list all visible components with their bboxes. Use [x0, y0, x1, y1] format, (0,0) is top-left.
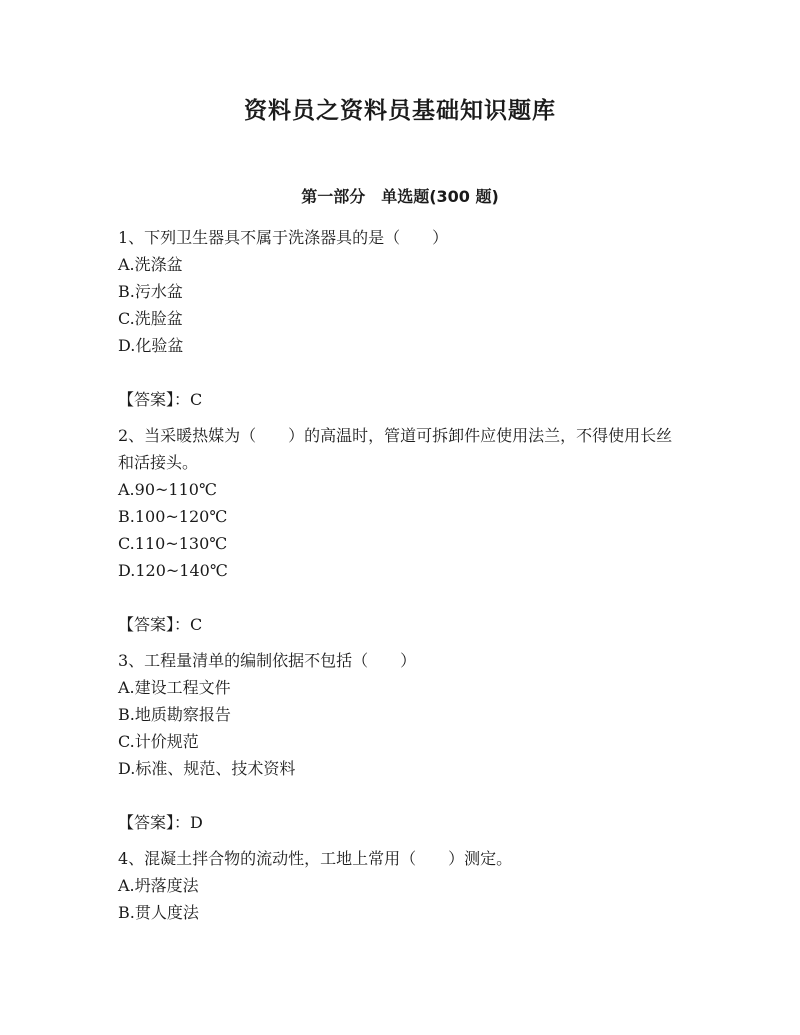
answer-line: [118, 809, 683, 836]
option-d: D.120~140℃: [118, 561, 228, 580]
option-a: A.洗涤盆: [118, 255, 183, 274]
option-c: C.计价规范: [118, 732, 199, 751]
answer-line: [118, 611, 683, 638]
option-b: B.100~120℃: [118, 507, 228, 526]
answer-line: [118, 386, 683, 413]
option-b: B.污水盆: [118, 282, 183, 301]
answer-label: 【答案】: [118, 615, 175, 634]
question-2: [118, 422, 683, 638]
option-b: B.贯人度法: [118, 903, 199, 922]
answer-value: ：C: [174, 615, 203, 634]
question-3: [118, 647, 683, 836]
option-b: B.地质勘察报告: [118, 705, 231, 724]
question-text: 2、当采暖热媒为（ ）的高温时，管道可拆卸件应使用法兰，不得使用长丝和活接头。: [118, 426, 673, 472]
answer-label: 【答案】: [118, 390, 175, 409]
option-a: A.坍落度法: [118, 876, 199, 895]
option-a: A.建设工程文件: [118, 678, 231, 697]
option-c: C.110~130℃: [118, 534, 228, 553]
document-title: 资料员之资料员基础知识题库: [244, 98, 556, 124]
answer-label: 【答案】: [118, 813, 175, 832]
answer-value: ：D: [174, 813, 203, 832]
section-title: 第一部分 单选题(300 题): [301, 187, 499, 206]
option-c: C.洗脸盆: [118, 309, 183, 328]
question-text: 4、混凝土拌合物的流动性，工地上常用（ ）测定。: [118, 849, 513, 868]
option-a: A.90~110℃: [118, 480, 217, 499]
question-list: [118, 224, 683, 926]
question-1: [118, 224, 683, 413]
question-4: [118, 845, 683, 926]
option-d: D.化验盆: [118, 336, 184, 355]
question-text: 3、工程量清单的编制依据不包括（ ）: [118, 651, 417, 670]
answer-value: ：C: [174, 390, 203, 409]
option-d: D.标准、规范、技术资料: [118, 759, 296, 778]
question-text: 1、下列卫生器具不属于洗涤器具的是（ ）: [118, 228, 449, 247]
